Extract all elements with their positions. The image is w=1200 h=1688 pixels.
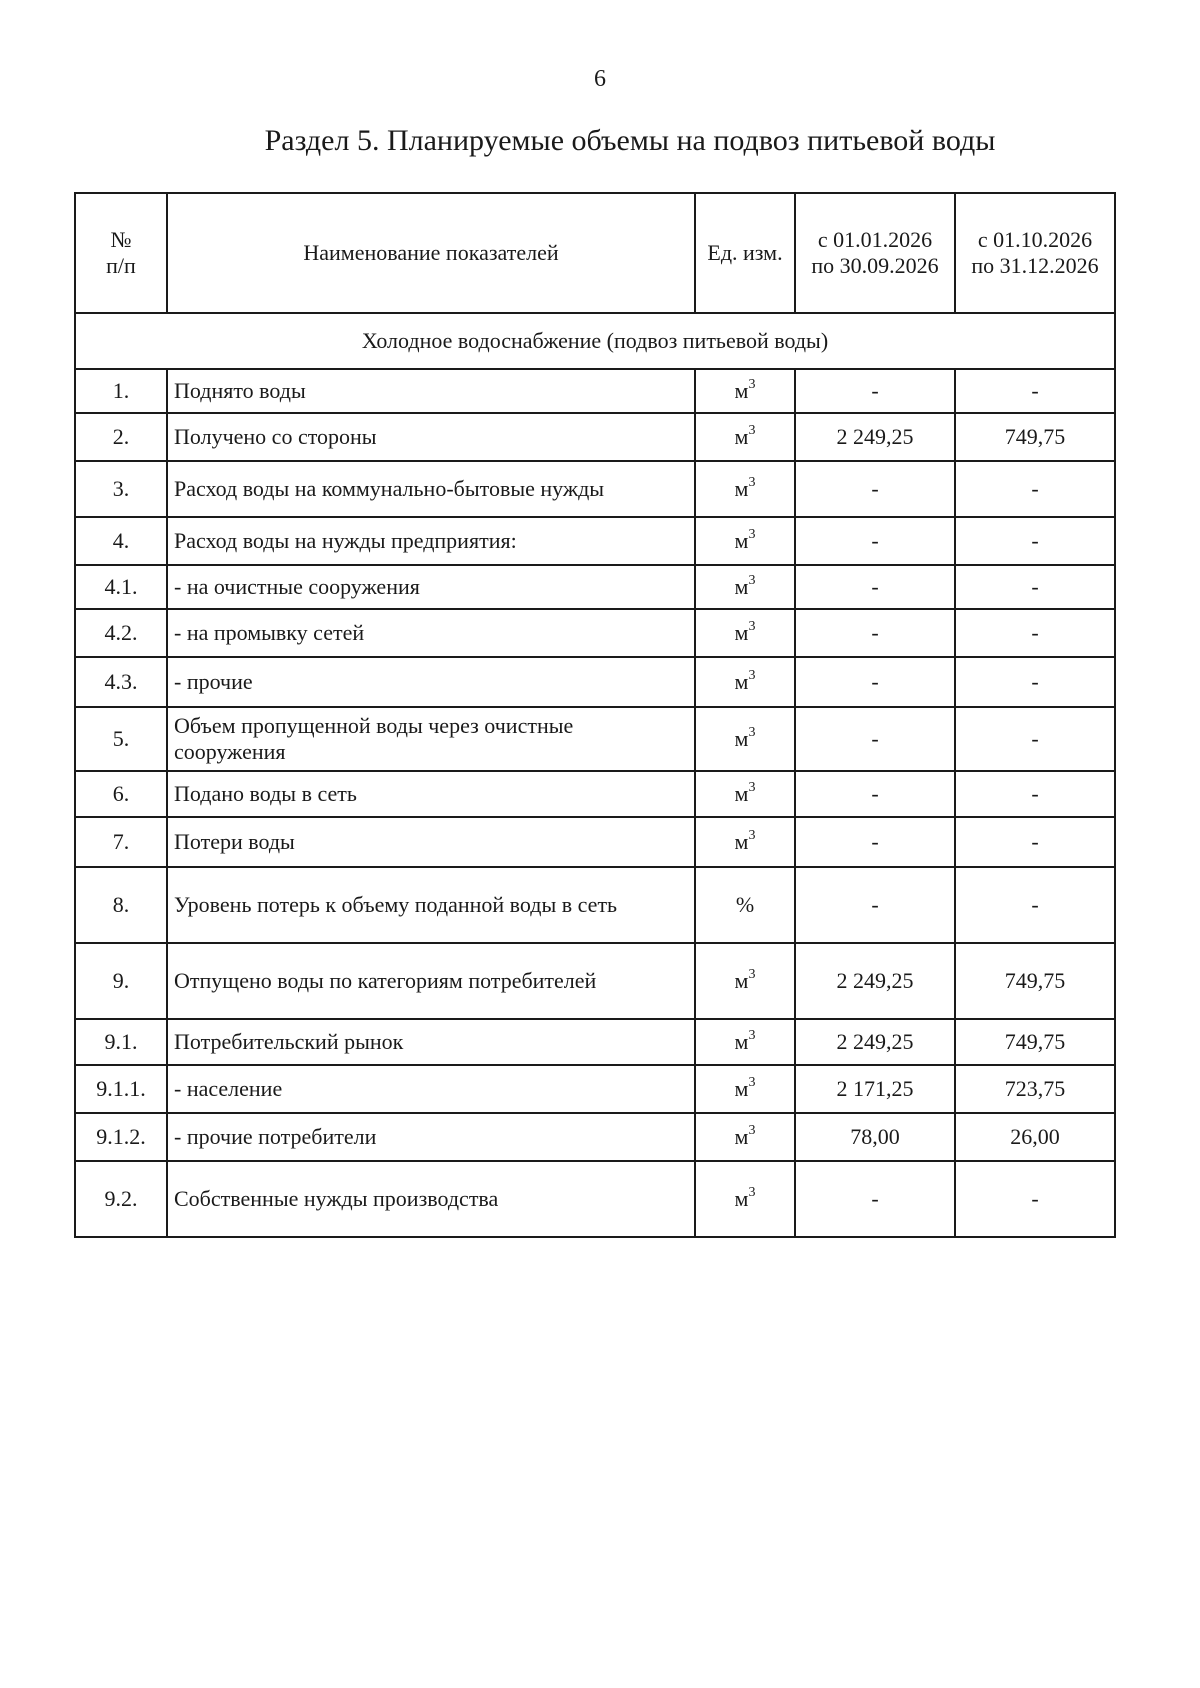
table-row xyxy=(75,1019,1115,1065)
section-row xyxy=(75,313,1115,369)
table-row xyxy=(75,867,1115,943)
row-indicator-name: - прочие потребители xyxy=(167,1113,695,1161)
row-unit xyxy=(695,565,795,609)
row-number: 3. xyxy=(75,461,167,517)
row-number: 5. xyxy=(75,707,167,771)
row-indicator-name: Потребительский рынок xyxy=(167,1019,695,1065)
unit-base: м xyxy=(734,1076,749,1101)
row-value-period-1: - xyxy=(795,817,955,867)
unit-base: м xyxy=(734,1029,749,1054)
row-indicator-name: Получено со стороны xyxy=(167,413,695,461)
row-indicator-name: - на очистные сооружения xyxy=(167,565,695,609)
table-row xyxy=(75,565,1115,609)
row-indicator-name: Подано воды в сеть xyxy=(167,771,695,817)
table-row xyxy=(75,461,1115,517)
row-number: 9.2. xyxy=(75,1161,167,1237)
row-number: 9.1.1. xyxy=(75,1065,167,1113)
table-row xyxy=(75,413,1115,461)
row-value-period-1: - xyxy=(795,461,955,517)
row-value-period-2: 749,75 xyxy=(955,413,1115,461)
row-unit xyxy=(695,771,795,817)
row-indicator-name: Объем пропущенной воды через очистные сооружения xyxy=(167,707,695,771)
header-num: № п/п xyxy=(75,193,167,313)
row-value-period-1: - xyxy=(795,1161,955,1237)
row-value-period-1: 2 249,25 xyxy=(795,943,955,1019)
row-unit xyxy=(695,707,795,771)
page-title: Раздел 5. Планируемые объемы на подвоз питьевой воды xyxy=(264,124,996,157)
row-value-period-2: - xyxy=(955,707,1115,771)
table-row xyxy=(75,657,1115,707)
row-number: 8. xyxy=(75,867,167,943)
unit-exponent: 3 xyxy=(748,1184,756,1200)
row-value-period-1: - xyxy=(795,369,955,413)
row-value-period-2: 26,00 xyxy=(955,1113,1115,1161)
unit-exponent: 3 xyxy=(748,1122,756,1138)
row-number: 2. xyxy=(75,413,167,461)
row-value-period-2: - xyxy=(955,771,1115,817)
unit-base: м xyxy=(734,726,749,751)
row-indicator-name: - на промывку сетей xyxy=(167,609,695,657)
section-label: Холодное водоснабжение (подвоз питьевой воды) xyxy=(75,313,1115,369)
row-number: 4. xyxy=(75,517,167,565)
row-indicator-name: Потери воды xyxy=(167,817,695,867)
table-row xyxy=(75,771,1115,817)
row-unit xyxy=(695,413,795,461)
row-indicator-name: - прочие xyxy=(167,657,695,707)
row-indicator-name: Расход воды на нужды предприятия: xyxy=(167,517,695,565)
row-value-period-2: - xyxy=(955,517,1115,565)
table-row xyxy=(75,707,1115,771)
row-value-period-1: - xyxy=(795,517,955,565)
row-value-period-1: 2 249,25 xyxy=(795,413,955,461)
unit-exponent: 3 xyxy=(748,572,756,588)
unit-base: м xyxy=(734,424,749,449)
table-row xyxy=(75,369,1115,413)
row-value-period-2: - xyxy=(955,657,1115,707)
unit-base: м xyxy=(734,574,749,599)
row-number: 4.3. xyxy=(75,657,167,707)
table-row xyxy=(75,517,1115,565)
row-indicator-name: Расход воды на коммунально-бытовые нужды xyxy=(167,461,695,517)
unit-base: м xyxy=(734,781,749,806)
header-period-1: с 01.01.2026 по 30.09.2026 xyxy=(795,193,955,313)
unit-exponent: 3 xyxy=(748,724,756,740)
unit-base: м xyxy=(734,528,749,553)
row-value-period-2: - xyxy=(955,867,1115,943)
row-value-period-1: - xyxy=(795,657,955,707)
row-value-period-1: - xyxy=(795,867,955,943)
unit-exponent: 3 xyxy=(748,827,756,843)
row-value-period-2: 749,75 xyxy=(955,1019,1115,1065)
row-number: 7. xyxy=(75,817,167,867)
row-unit xyxy=(695,817,795,867)
row-number: 6. xyxy=(75,771,167,817)
row-unit xyxy=(695,867,795,943)
table-row xyxy=(75,609,1115,657)
row-value-period-2: 723,75 xyxy=(955,1065,1115,1113)
row-unit xyxy=(695,461,795,517)
table-row xyxy=(75,1113,1115,1161)
row-indicator-name: Поднято воды xyxy=(167,369,695,413)
unit-base: м xyxy=(734,620,749,645)
row-unit xyxy=(695,1019,795,1065)
header-row xyxy=(75,193,1115,313)
row-number: 9.1.2. xyxy=(75,1113,167,1161)
unit-base: м xyxy=(734,1186,749,1211)
row-unit xyxy=(695,517,795,565)
row-indicator-name: Собственные нужды производства xyxy=(167,1161,695,1237)
unit-exponent: 3 xyxy=(748,526,756,542)
row-number: 1. xyxy=(75,369,167,413)
row-unit xyxy=(695,1113,795,1161)
unit-base: м xyxy=(734,669,749,694)
unit-exponent: 3 xyxy=(748,618,756,634)
unit-base: м xyxy=(734,1124,749,1149)
unit-base: % xyxy=(735,892,755,917)
unit-exponent: 3 xyxy=(748,422,756,438)
header-period-2: с 01.10.2026 по 31.12.2026 xyxy=(955,193,1115,313)
row-number: 9. xyxy=(75,943,167,1019)
table-row xyxy=(75,817,1115,867)
row-unit xyxy=(695,943,795,1019)
row-value-period-1: 2 249,25 xyxy=(795,1019,955,1065)
table-row xyxy=(75,1161,1115,1237)
row-indicator-name: Отпущено воды по категориям потребителей xyxy=(167,943,695,1019)
row-unit xyxy=(695,369,795,413)
row-unit xyxy=(695,609,795,657)
row-value-period-1: - xyxy=(795,707,955,771)
row-value-period-2: - xyxy=(955,369,1115,413)
page-number: 6 xyxy=(594,66,606,92)
row-value-period-2: - xyxy=(955,817,1115,867)
row-value-period-1: - xyxy=(795,771,955,817)
header-unit: Ед. изм. xyxy=(695,193,795,313)
unit-base: м xyxy=(734,378,749,403)
unit-base: м xyxy=(734,968,749,993)
row-value-period-1: 2 171,25 xyxy=(795,1065,955,1113)
row-value-period-2: - xyxy=(955,609,1115,657)
row-unit xyxy=(695,1065,795,1113)
row-number: 9.1. xyxy=(75,1019,167,1065)
unit-exponent: 3 xyxy=(748,966,756,982)
unit-base: м xyxy=(734,829,749,854)
header-name: Наименование показателей xyxy=(167,193,695,313)
unit-exponent: 3 xyxy=(748,1027,756,1043)
unit-exponent: 3 xyxy=(748,376,756,392)
row-value-period-2: 749,75 xyxy=(955,943,1115,1019)
row-indicator-name: - население xyxy=(167,1065,695,1113)
row-value-period-2: - xyxy=(955,565,1115,609)
unit-base: м xyxy=(734,476,749,501)
row-indicator-name: Уровень потерь к объему поданной воды в сеть xyxy=(167,867,695,943)
row-unit xyxy=(695,657,795,707)
row-number: 4.1. xyxy=(75,565,167,609)
unit-exponent: 3 xyxy=(748,667,756,683)
volumes-table xyxy=(74,192,1116,1238)
row-unit xyxy=(695,1161,795,1237)
unit-exponent: 3 xyxy=(748,779,756,795)
table-row xyxy=(75,1065,1115,1113)
row-value-period-2: - xyxy=(955,461,1115,517)
unit-exponent: 3 xyxy=(748,1074,756,1090)
row-value-period-1: - xyxy=(795,609,955,657)
row-value-period-1: 78,00 xyxy=(795,1113,955,1161)
table-row xyxy=(75,943,1115,1019)
row-number: 4.2. xyxy=(75,609,167,657)
row-value-period-2: - xyxy=(955,1161,1115,1237)
row-value-period-1: - xyxy=(795,565,955,609)
unit-exponent: 3 xyxy=(748,474,756,490)
